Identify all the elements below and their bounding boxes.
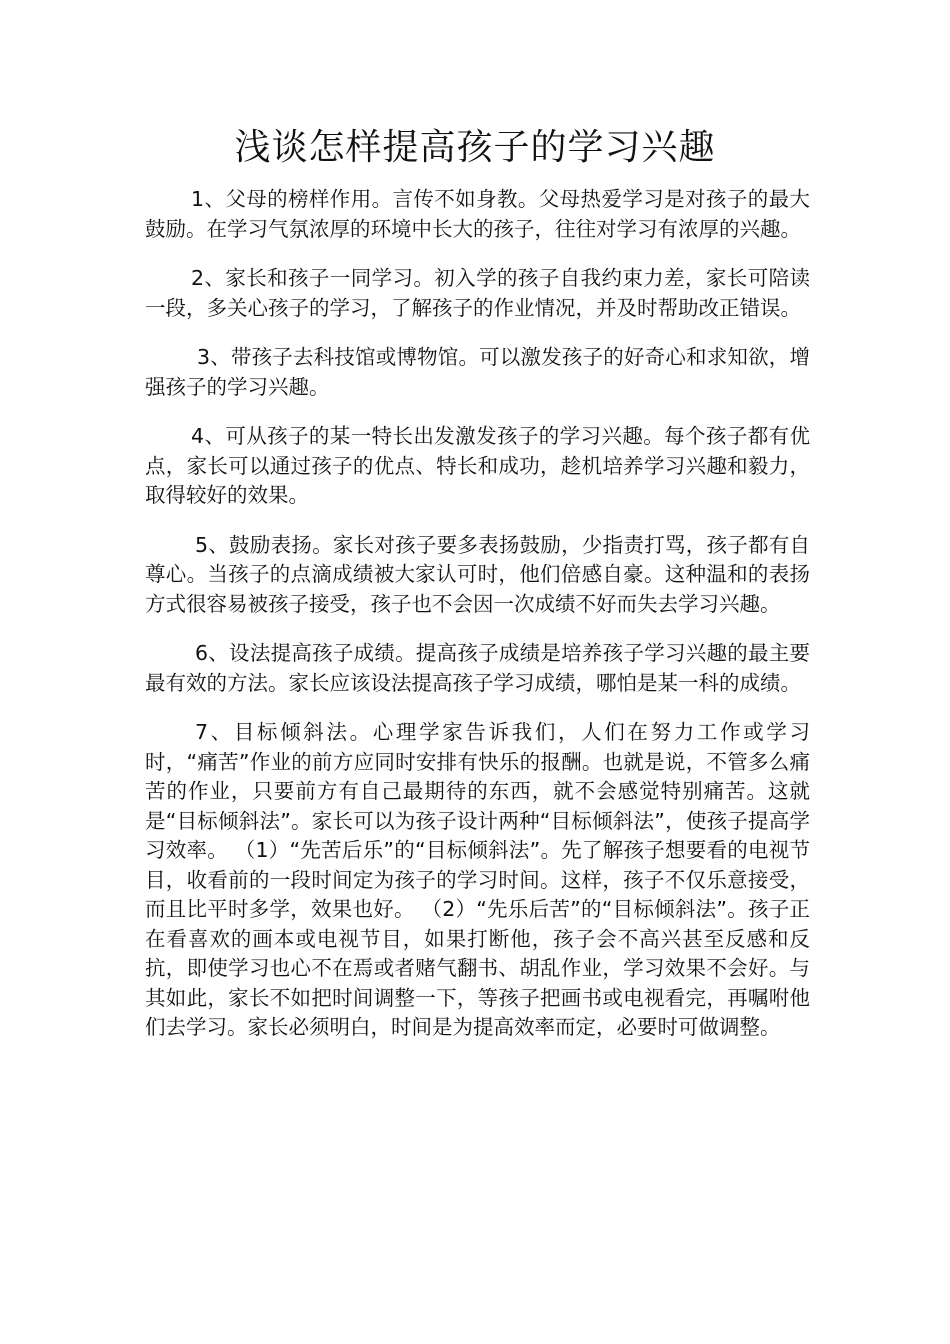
paragraph-2: 2、家长和孩子一同学习。初入学的孩子自我约束力差，家长可陪读一段，多关心孩子的学习，了解孩子的作业情况，并及时帮助改正错误。 xyxy=(145,266,810,320)
paragraph-5: 5、鼓励表扬。家长对孩子要多表扬鼓励，少指责打骂，孩子都有自尊心。当孩子的点滴成绩被大家认可时，他们倍感自豪。这种温和的表扬方式很容易被孩子接受，孩子也不会因一次成绩不好而失去学习兴趣。 xyxy=(145,532,810,616)
paragraph-3: 3、带孩子去科技馆或博物馆。可以激发孩子的好奇心和求知欲，增强孩子的学习兴趣。 xyxy=(145,345,810,399)
document-title: 浅谈怎样提高孩子的学习兴趣 xyxy=(234,127,716,168)
paragraph-7: 7、目标倾斜法。心理学家告诉我们，人们在努力工作或学习时，“痛苦”作业的前方应同时安排有快乐的报酬。也就是说，不管多么痛苦的作业，只要前方有自己最期待的东西，就不会感觉特别痛苦。这就是“目标倾斜法”。家长可以为孩子设计两种“目标倾斜法”，使孩子提高学习效率。 （1）“先苦后乐”的“目标倾斜法”。先了解孩子想要看的电视节目，收看前的一段时间定为孩子的学习时间。这样，孩子不仅乐意接受，而且比平时多学，效果也好。 （2）“先乐后苦”的“目标倾斜法”。孩子正在看喜欢的画本或电视节目，如果打断他，孩子会不高兴甚至反感和反抗，即使学习也心不在焉或者赌气翻书、胡乱作业，学习效果不会好。与其如此，家长不如把时间调整一下，等孩子把画书或电视看完，再嘱咐他们去学习。家长必须明白，时间是为提高效率而定，必要时可做调整。 xyxy=(145,720,810,1039)
document-body xyxy=(145,185,810,1063)
paragraph-1: 1、父母的榜样作用。言传不如身教。父母热爱学习是对孩子的最大鼓励。在学习气氛浓厚的环境中长大的孩子，往往对学习有浓厚的兴趣。 xyxy=(145,187,810,241)
paragraph-4: 4、可从孩子的某一特长出发激发孩子的学习兴趣。每个孩子都有优点，家长可以通过孩子的优点、特长和成功，趁机培养学习兴趣和毅力，取得较好的效果。 xyxy=(145,424,810,507)
paragraph-6: 6、设法提高孩子成绩。提高孩子成绩是培养孩子学习兴趣的最主要最有效的方法。家长应该设法提高孩子学习成绩，哪怕是某一科的成绩。 xyxy=(145,641,810,695)
